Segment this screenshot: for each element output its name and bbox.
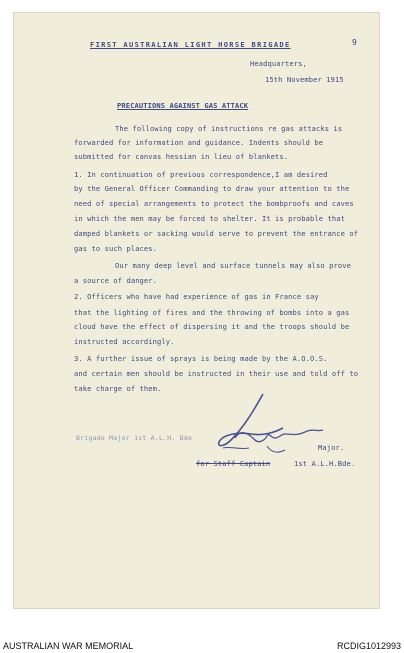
body-line: Our many deep level and surface tunnels may also prove <box>115 261 352 270</box>
document-heading: FIRST AUSTRALIAN LIGHT HORSE BRIGADE <box>90 40 291 49</box>
body-line: take charge of them. <box>74 384 162 393</box>
faded-stamp-line: Brigade Major 1st A.L.H. Bde <box>76 434 193 442</box>
signature-unit: 1st A.L.H.Bde. <box>294 459 356 468</box>
page-mark: 9 <box>352 38 357 47</box>
body-line: in which the men may be forced to shelter. It is probable that <box>74 214 345 223</box>
date-line: 15th November 1915 <box>265 75 344 84</box>
body-line: cloud have the effect of dispersing it and the troops should be <box>74 322 350 331</box>
footer-identifier: RCDIG1012993 <box>336 641 401 651</box>
subject-line: PRECAUTIONS AGAINST GAS ATTACK <box>117 101 249 110</box>
body-line: by the General Officer Commanding to draw your attention to the <box>74 184 350 193</box>
address-line: Headquarters, <box>250 59 307 68</box>
signature-rank: Major. <box>318 443 345 452</box>
archive-footer <box>0 630 404 653</box>
body-line: 3. A further issue of sprays is being made by the A.O.O.S. <box>74 354 328 363</box>
body-line: 2. Officers who have had experience of gas in France say <box>74 292 319 301</box>
body-line: submitted for canvas hessian in lieu of blankets. <box>74 152 289 161</box>
body-line: instructed accordingly. <box>74 337 175 346</box>
body-line: The following copy of instructions re gas attacks is <box>115 124 343 133</box>
body-line: gas to such places. <box>74 244 158 253</box>
body-line: 1. In continuation of previous correspondence,I am desired <box>74 170 328 179</box>
body-line: need of special arrangements to protect the bombproofs and caves <box>74 199 354 208</box>
body-line: that the lighting of fires and the throwing of bombs into a gas <box>74 308 350 317</box>
body-line: a source of danger. <box>74 276 158 285</box>
footer-institution: AUSTRALIAN WAR MEMORIAL <box>3 641 134 651</box>
handwritten-signature <box>205 388 335 468</box>
body-line: and certain men should be instructed in their use and told off to <box>74 369 359 378</box>
body-line: damped blankets or sacking would serve to prevent the entrance of <box>74 229 359 238</box>
signature-struck-title: for Staff Captain <box>196 459 271 468</box>
body-line: forwarded for information and guidance. Indents should be <box>74 138 324 147</box>
